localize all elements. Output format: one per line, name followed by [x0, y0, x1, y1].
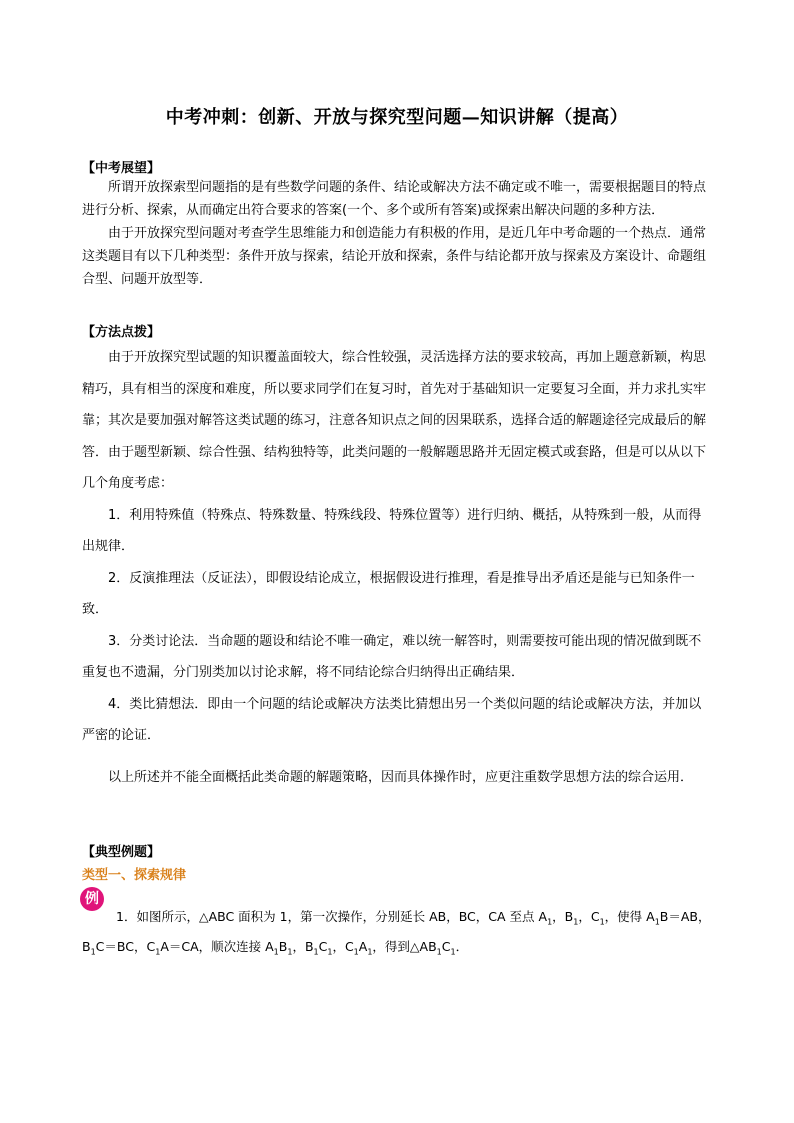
section-body-fangfa-dianbo: [82, 342, 714, 793]
paragraph: 由于开放探究型问题对考查学生思维能力和创造能力有积极的作用，是近几年中考命题的一个热点．通常这类题目有以下几种类型：条件开放与探索，结论开放和探索，条件与结论都开放与探索及方案设计、命题组合型、问题开放型等．: [82, 226, 707, 287]
list-item: 1．利用特殊值（特殊点、特殊数量、特殊线段、特殊位置等）进行归纳、概括，从特殊到一般，从而得出规律．: [82, 507, 702, 554]
section-body-zhongkao-zhanwang: [82, 176, 714, 291]
section-heading-fangfa-dianbo: 【方法点拨】: [82, 325, 161, 340]
list-item: 3．分类讨论法．当命题的题设和结论不唯一确定，难以统一解答时，则需要按可能出现的情况做到既不重复也不遗漏，分门别类加以讨论求解，将不同结论综合归纳得出正确结果．: [82, 633, 702, 680]
page-title: 中考冲刺：创新、开放与探究型问题—知识讲解（提高）: [165, 107, 629, 128]
example-badge-icon: 例: [80, 887, 104, 911]
paragraph: 所谓开放探索型问题指的是有些数学问题的条件、结论或解决方法不确定或不唯一，需要根据题目的特点进行分析、探索，从而确定出符合要求的答案(一个、多个或所有答案)或探索出解决问题的多种方法．: [82, 180, 707, 218]
subsection-heading-type1: 类型一、探索规律: [82, 868, 187, 883]
paragraph: 以上所述并不能全面概括此类命题的解题策略，因而具体操作时，应更注重数学思想方法的综合运用．: [108, 769, 694, 785]
list-item: 2．反演推理法（反证法），即假设结论成立，根据假设进行推理，看是推导出矛盾还是能与已知条件一致．: [82, 570, 695, 617]
section-heading-dianxing-liti: 【典型例题】: [82, 845, 161, 860]
paragraph: 由于开放探究型试题的知识覆盖面较大，综合性较强，灵活选择方法的要求较高，再加上题意新颖，构思精巧，具有相当的深度和难度，所以要求同学们在复习时，首先对于基础知识一定要复习全面，并力求扎实牢靠；其次是要加强对解答这类试题的练习，注意各知识点之间的因果联系，选择合适的解题途径完成最后的解答．由于题型新颖、综合性强、结构独特等，此类问题的一般解题思路并无固定模式或套路，但是可以从以下几个角度考虑：: [82, 350, 707, 491]
list-item: 4．类比猜想法．即由一个问题的结论或解决方法类比猜想出另一个类似问题的结论或解决方法，并加以严密的论证．: [82, 696, 702, 743]
example-1-text: 1．如图所示，△ABC 面积为 1，第一次操作，分别延长 AB，BC，CA 至点 $A_1$，$B_1$，$C_1$，使得 $A_1B=AB$，$B_1C=BC$，$C_1A=CA$，顺次连接 $A_1B_1$，$B_1C_1$，$C_1A_1$，得到$\triangle AB_1C_1$．: [82, 909, 711, 956]
section-heading-zhongkao-zhanwang: 【中考展望】: [82, 161, 161, 176]
